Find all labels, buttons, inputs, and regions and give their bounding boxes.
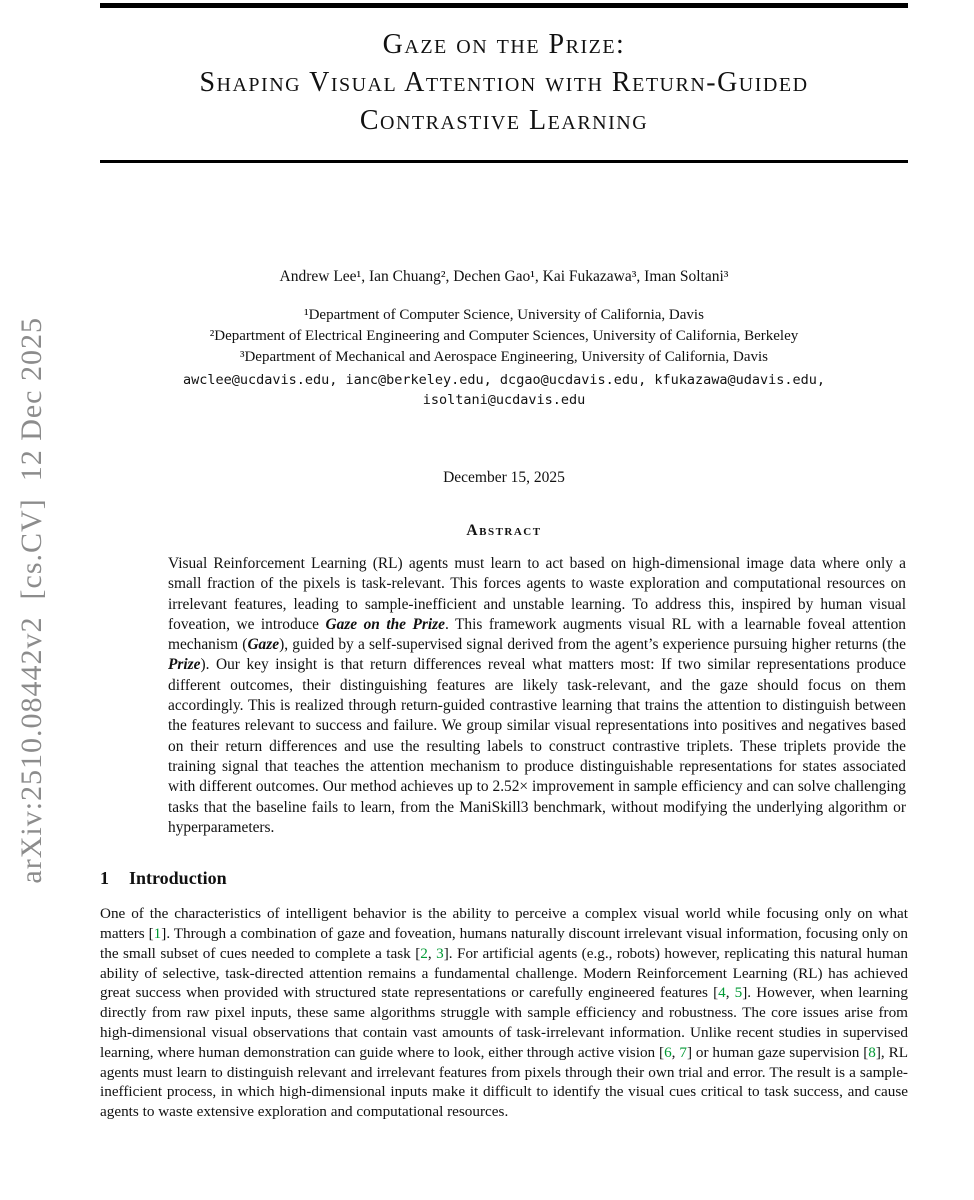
affiliations-block [100,305,908,410]
abstract-heading: Abstract [466,522,542,539]
section-heading-introduction [100,868,908,888]
text-run: Prize [168,656,201,674]
text-run: . This framework augments visual RL with a learnable foveal attention mechanism ( [168,615,906,654]
citation-link[interactable]: 8 [868,1043,876,1061]
citation-link[interactable]: 3 [436,944,444,962]
citation-link[interactable]: 6 [664,1043,672,1061]
text-run: ]. For artificial agents (e.g., robots) however, replicating this natural human ability of selective, task-directed attention remains a fundamental challenge. Modern Reinforcement Learning (RL) has achieved great success when provided with structured state representations or carefully engineered features [ [100,944,909,1002]
affiliation-line-2: ²Department of Electrical Engineering and Computer Sciences, University of California, Berkeley [209,328,799,344]
text-run: Visual Reinforcement Learning (RL) agents must learn to act based on high-dimensional image data where only a small fraction of the pixels is task-relevant. This forces agents to waste exploration and computational resources on irrelevant features, leading to sample-inefficient and unstable learning. To address this, inspired by human visual foveation, we introduce [168,555,906,633]
submission-date: December 15, 2025 [443,469,565,486]
abstract-text [168,554,906,838]
citation-link[interactable]: 4 [718,984,726,1002]
top-rule [100,3,908,8]
text-run: Gaze [247,636,280,654]
title-rule [100,160,908,163]
authors-line: Andrew Lee¹, Ian Chuang², Dechen Gao¹, Kai Fukazawa³, Iman Soltani³ [279,268,729,285]
text-run: Gaze on the Prize [325,615,445,633]
text-run: ] or human gaze supervision [ [686,1043,869,1061]
text-run: One of the characteristics of intelligent behavior is the ability to perceive a complex visual world while focusing only on what matters [ [100,905,908,942]
citation-link[interactable]: 1 [153,924,162,942]
title-line-3: Contrastive Learning [359,105,649,136]
citation-link[interactable]: 2 [420,944,428,962]
arxiv-watermark: arXiv:2510.08442v2 [cs.CV] 12 Dec 2025 [15,316,48,884]
emails-line: awclee@ucdavis.edu, ianc@berkeley.edu, dcgao@ucdavis.edu, kfukazawa@udavis.edu, isoltani@ucdavis.edu [182,372,826,408]
text-run: ), guided by a self-supervised signal derived from the agent’s experience pursuing higher returns (the [279,636,906,654]
section-title: Introduction [129,868,227,889]
paper-title [100,26,908,140]
text-run: ). Our key insight is that return differences reveal what matters most: If two similar representations produce different outcomes, their distinguishing features are likely task-relevant, and the gaze should focus on them accordingly. This is realized through return-guided contrastive learning that trains the attention to distinguish between the features relevant to success and failure. We group similar visual representations into positives and negatives based on their return differences and use the resulting labels to construct contrastive triplets. These triplets provide the training signal that teaches the attention mechanism to produce distinguishable representations for states associated with different outcomes. Our method achieves up to 2.52× improvement in sample efficiency and can solve challenging tasks that the baseline fails to learn, from the ManiSkill3 benchmark, without modifying the underlying algorithm or hyperparameters. [168,656,906,836]
text-run: ]. Through a combination of gaze and foveation, humans naturally discount irrelevant visual information, focusing only on the small subset of cues needed to complete a task [ [100,924,908,962]
affiliation-line-1: ¹Department of Computer Science, University of California, Davis [304,307,704,323]
affiliation-line-3: ³Department of Mechanical and Aerospace Engineering, University of California, Davis [239,349,769,365]
section-number: 1 [100,868,109,889]
citation-link[interactable]: 7 [679,1043,687,1061]
text-run: , [725,984,735,1002]
paper-page [100,0,908,1137]
title-line-2: Shaping Visual Attention with Return-Guided [199,67,809,98]
text-run: , [427,944,437,962]
title-line-1: Gaze on the Prize: [382,29,626,60]
text-run: ], RL agents must learn to distinguish relevant and irrelevant features from pixels through their own trial and error. The result is a sample-inefficient process, in which high-dimensional inputs make it difficult to identify the visual cues critical to task success, and cause agents to waste extensive exploration and computational resources. [100,1043,908,1121]
citation-link[interactable]: 5 [734,984,743,1002]
text-run: ]. However, when learning directly from raw pixel inputs, these same algorithms struggle with sample efficiency and robustness. The core issues arise from high-dimensional visual observations that contain vast amounts of task-irrelevant information. Unlike recent studies in supervised learning, where human demonstration can guide where to look, either through active vision [ [100,984,908,1061]
text-run: , [671,1043,680,1061]
arxiv-watermark-strip [0,0,64,1200]
introduction-paragraph [100,904,908,1122]
